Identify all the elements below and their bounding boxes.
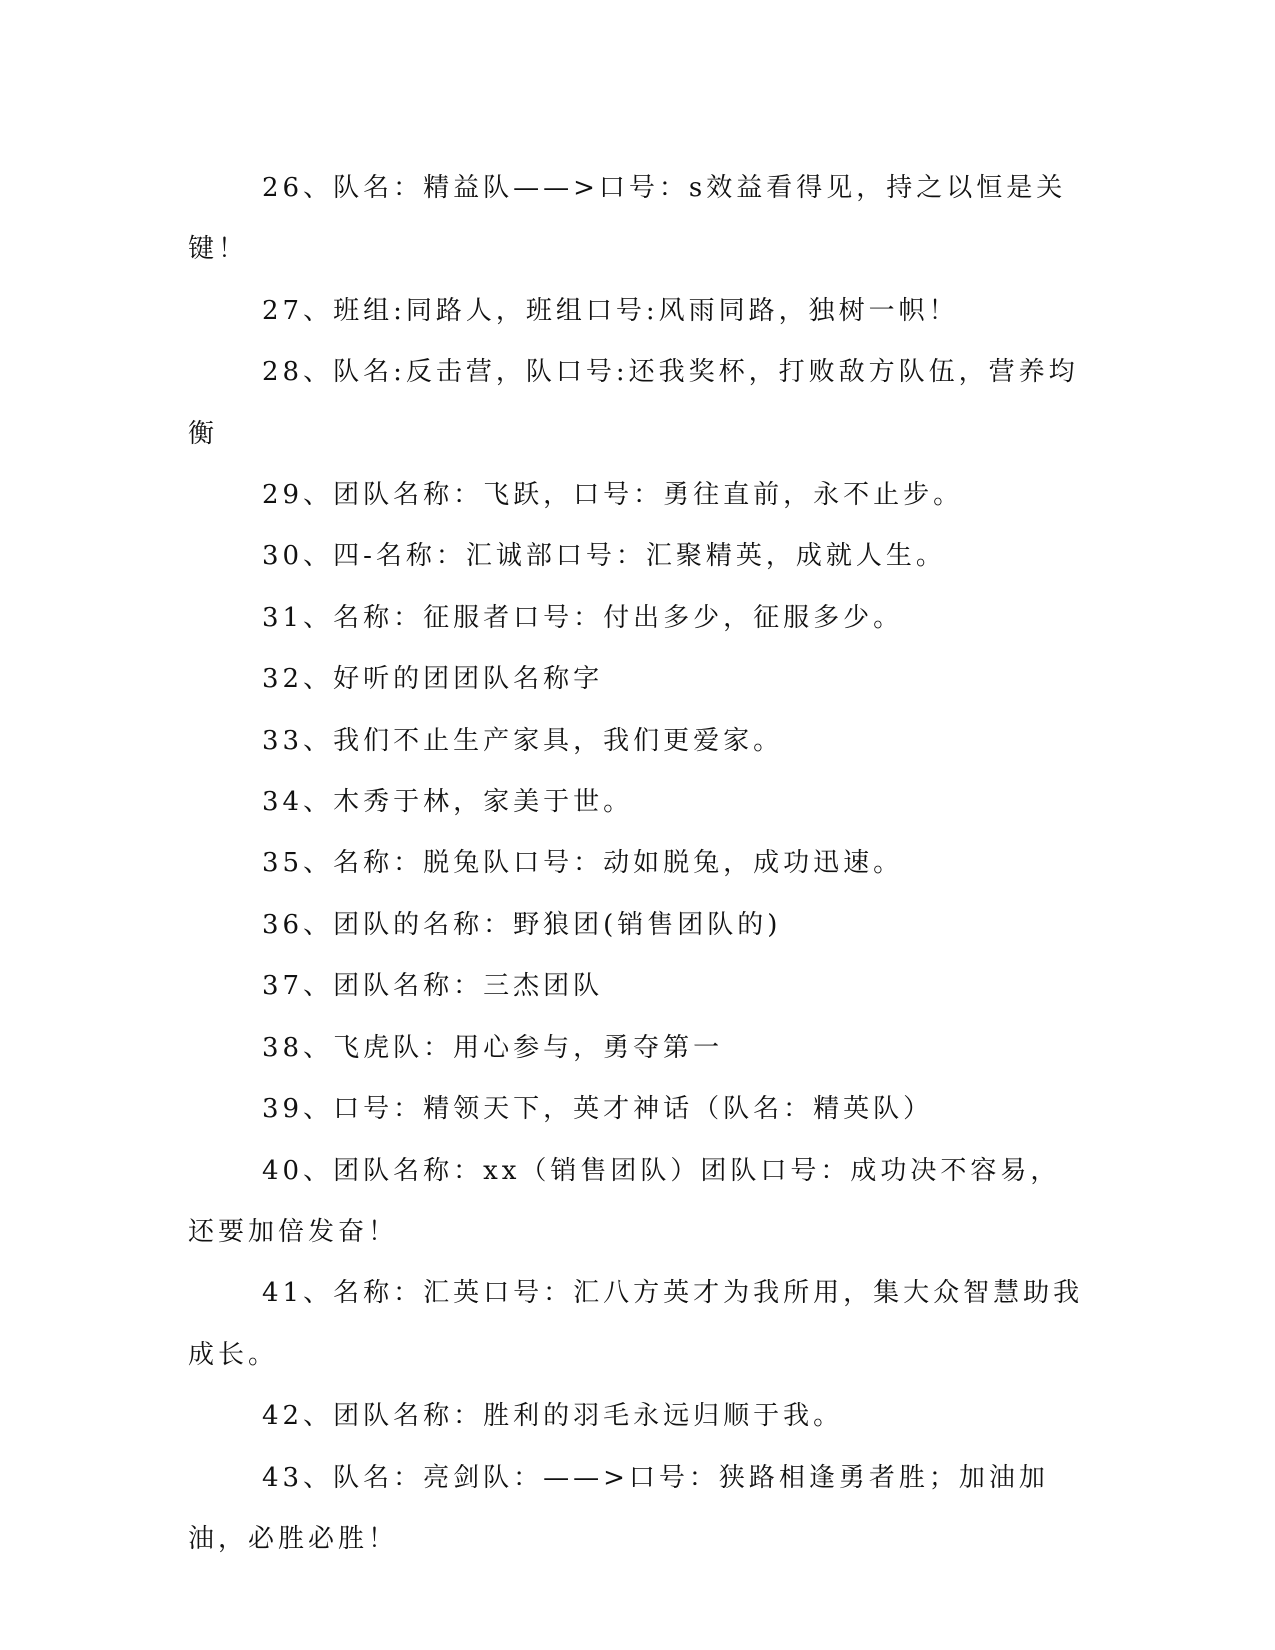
list-item: 39、口号：精领天下，英才神话（队名：精英队） <box>262 1094 934 1125</box>
list-item: 40、团队名称：xx（销售团队）团队口号：成功决不容易，还要加倍发奋！ <box>188 1155 1061 1247</box>
list-item: 29、团队名称：飞跃，口号：勇往直前，永不止步。 <box>262 480 964 511</box>
list-item: 37、团队名称：三杰团队 <box>262 971 604 1002</box>
list-item: 36、团队的名称：野狼团(销售团队的) <box>262 909 782 940</box>
list-item: 43、队名：亮剑队：——>口号：狭路相逢勇者胜；加油加油，必胜必胜！ <box>188 1462 1049 1554</box>
list-item: 31、名称：征服者口号：付出多少，征服多少。 <box>262 602 904 633</box>
list-item: 41、名称：汇英口号：汇八方英才为我所用，集大众智慧助我成长。 <box>188 1278 1084 1370</box>
list-item: 27、班组:同路人，班组口号:风雨同路，独树一帜！ <box>262 295 959 326</box>
list-item: 32、好听的团团队名称字 <box>262 664 604 695</box>
document-body <box>188 158 1088 1570</box>
list-item: 38、飞虎队：用心参与，勇夺第一 <box>262 1032 724 1063</box>
list-item: 30、四-名称：汇诚部口号：汇聚精英，成就人生。 <box>262 541 946 572</box>
list-item: 33、我们不止生产家具，我们更爱家。 <box>262 725 784 756</box>
list-item: 28、队名:反击营，队口号:还我奖杯，打败敌方队伍，营养均衡 <box>188 357 1079 449</box>
list-item: 26、队名：精益队——>口号：s效益看得见，持之以恒是关键！ <box>188 173 1067 265</box>
list-item: 42、团队名称：胜利的羽毛永远归顺于我。 <box>262 1401 844 1432</box>
list-item: 34、木秀于林，家美于世。 <box>262 787 634 818</box>
list-item: 35、名称：脱兔队口号：动如脱兔，成功迅速。 <box>262 848 904 879</box>
